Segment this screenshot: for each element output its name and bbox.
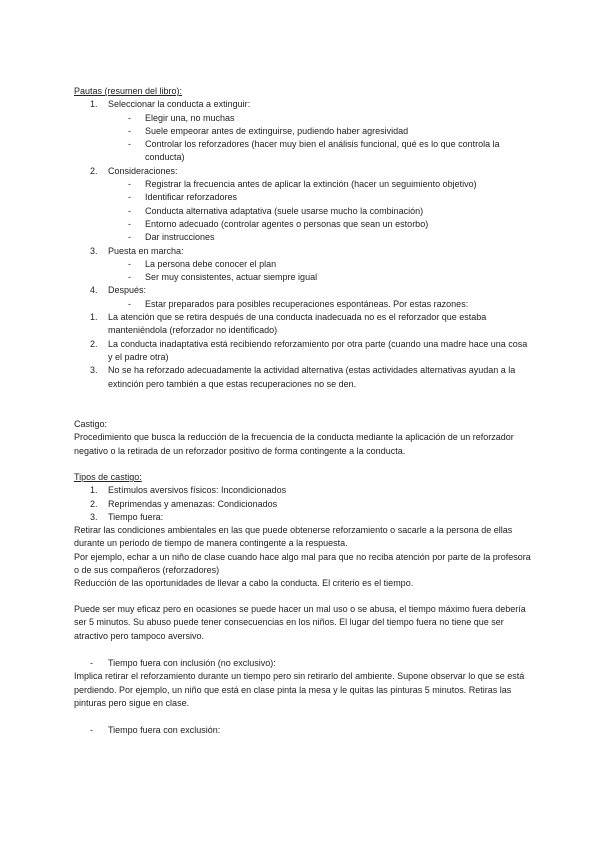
bullet-item: - Conducta alternativa adaptativa (suele usarse mucho la combinación) <box>128 205 424 216</box>
inclusion-section <box>74 657 534 710</box>
bullet-item: - Controlar los reforzadores (hacer muy bien el análisis funcional, qué es lo que controla la conducta) <box>128 139 500 163</box>
tiempo-fuera-example: Por ejemplo, echar a un niño de clase cuando hace algo mal para que no reciba atención por parte de la profesora o de sus compañeros (reforzadores) <box>74 551 531 576</box>
castigo-definition: Procedimiento que busca la reducción de la frecuencia de la conducta mediante la aplicación de un reforzador negativo o la retirada de un reforzador positivo de forma contingente a la conducta. <box>74 432 514 456</box>
list-item: 2. Consideraciones: <box>90 165 178 176</box>
exclusion-section <box>74 724 534 737</box>
list-item: 1. Estímulos aversivos físicos: Incondicionados <box>90 485 287 496</box>
tipos-heading: Tipos de castigo: <box>74 472 142 482</box>
bullet-item: - Dar instrucciones <box>128 232 215 243</box>
list-item: 3. Tiempo fuera: <box>90 511 164 522</box>
tipos-section <box>74 471 534 591</box>
bullet-item: - Entorno adecuado (controlar agentes o personas que sean un estorbo) <box>128 218 429 229</box>
bullet-item: - Elegir una, no muchas <box>128 112 235 123</box>
reason-item: 2. La conducta inadaptativa está recibiendo reforzamiento por otra parte (cuando una madre hace una cosa y el padre otra) <box>90 338 528 362</box>
reason-item: 1. La atención que se retira después de una conducta inadecuada no es el reforzador que estaba manteniéndola (reforzador no identificado) <box>90 312 487 336</box>
list-item: 4. Después: <box>90 285 147 296</box>
bullet-item: - Estar preparados para posibles recuperaciones espontáneas. Por estas razones: <box>128 298 469 309</box>
bullet-item: - Tiempo fuera con inclusión (no exclusivo): <box>90 658 276 668</box>
tiempo-fuera-criterion: Reducción de las oportunidades de llevar a cabo la conducta. El criterio es el tiempo. <box>74 578 414 589</box>
list-item: 2. Reprimendas y amenazas: Condicionados <box>90 498 278 509</box>
castigo-section <box>74 418 534 458</box>
list-item: 1. Seleccionar la conducta a extinguir: <box>90 99 251 110</box>
bullet-item: - La persona debe conocer el plan <box>128 258 277 269</box>
pautas-section <box>74 85 534 391</box>
list-item: 3. Puesta en marcha: <box>90 245 184 256</box>
bullet-item: - Tiempo fuera con exclusión: <box>90 725 221 735</box>
bullet-item: - Ser muy consistentes, actuar siempre igual <box>128 272 318 283</box>
bullet-item: - Registrar la frecuencia antes de aplicar la extinción (hacer un seguimiento objetivo) <box>128 179 477 190</box>
reason-item: 3. No se ha reforzado adecuadamente la actividad alternativa (estas actividades alternativas ayudan a la extinción pero también a que estas recuperaciones no se den. <box>90 365 516 389</box>
bullet-item: - Suele empeorar antes de extinguirse, pudiendo haber agresividad <box>128 125 409 136</box>
castigo-title: Castigo: <box>74 419 108 429</box>
inclusion-text: Implica retirar el reforzamiento durante un tiempo pero sin retirarlo del ambiente. Supone observar lo que se está perdiendo. Por ejemplo, un niño que está en clase pinta la mesa y le quitas las pinturas 5 minutos. Retiras las pinturas pero sigue en clase. <box>74 671 525 708</box>
tiempo-fuera-paragraph: Puede ser muy eficaz pero en ocasiones se puede hacer un mal uso o se abusa, el tiempo máximo fuera debería ser 5 minutos. Su abuso puede tener consecuencias en los niños. El lugar del tiempo fuera no tiene que ser atractivo pero tampoco aversivo. <box>74 604 526 641</box>
tiempo-fuera-notes <box>74 603 534 643</box>
bullet-item: - Identificar reforzadores <box>128 192 238 203</box>
pautas-heading: Pautas (resumen del libro): <box>74 86 183 96</box>
tiempo-fuera-definition: Retirar las condiciones ambientales en las que puede obtenerse reforzamiento o sacarle a la persona de ellas durante un periodo de tiempo de manera contingente a la respuesta. <box>74 525 513 549</box>
